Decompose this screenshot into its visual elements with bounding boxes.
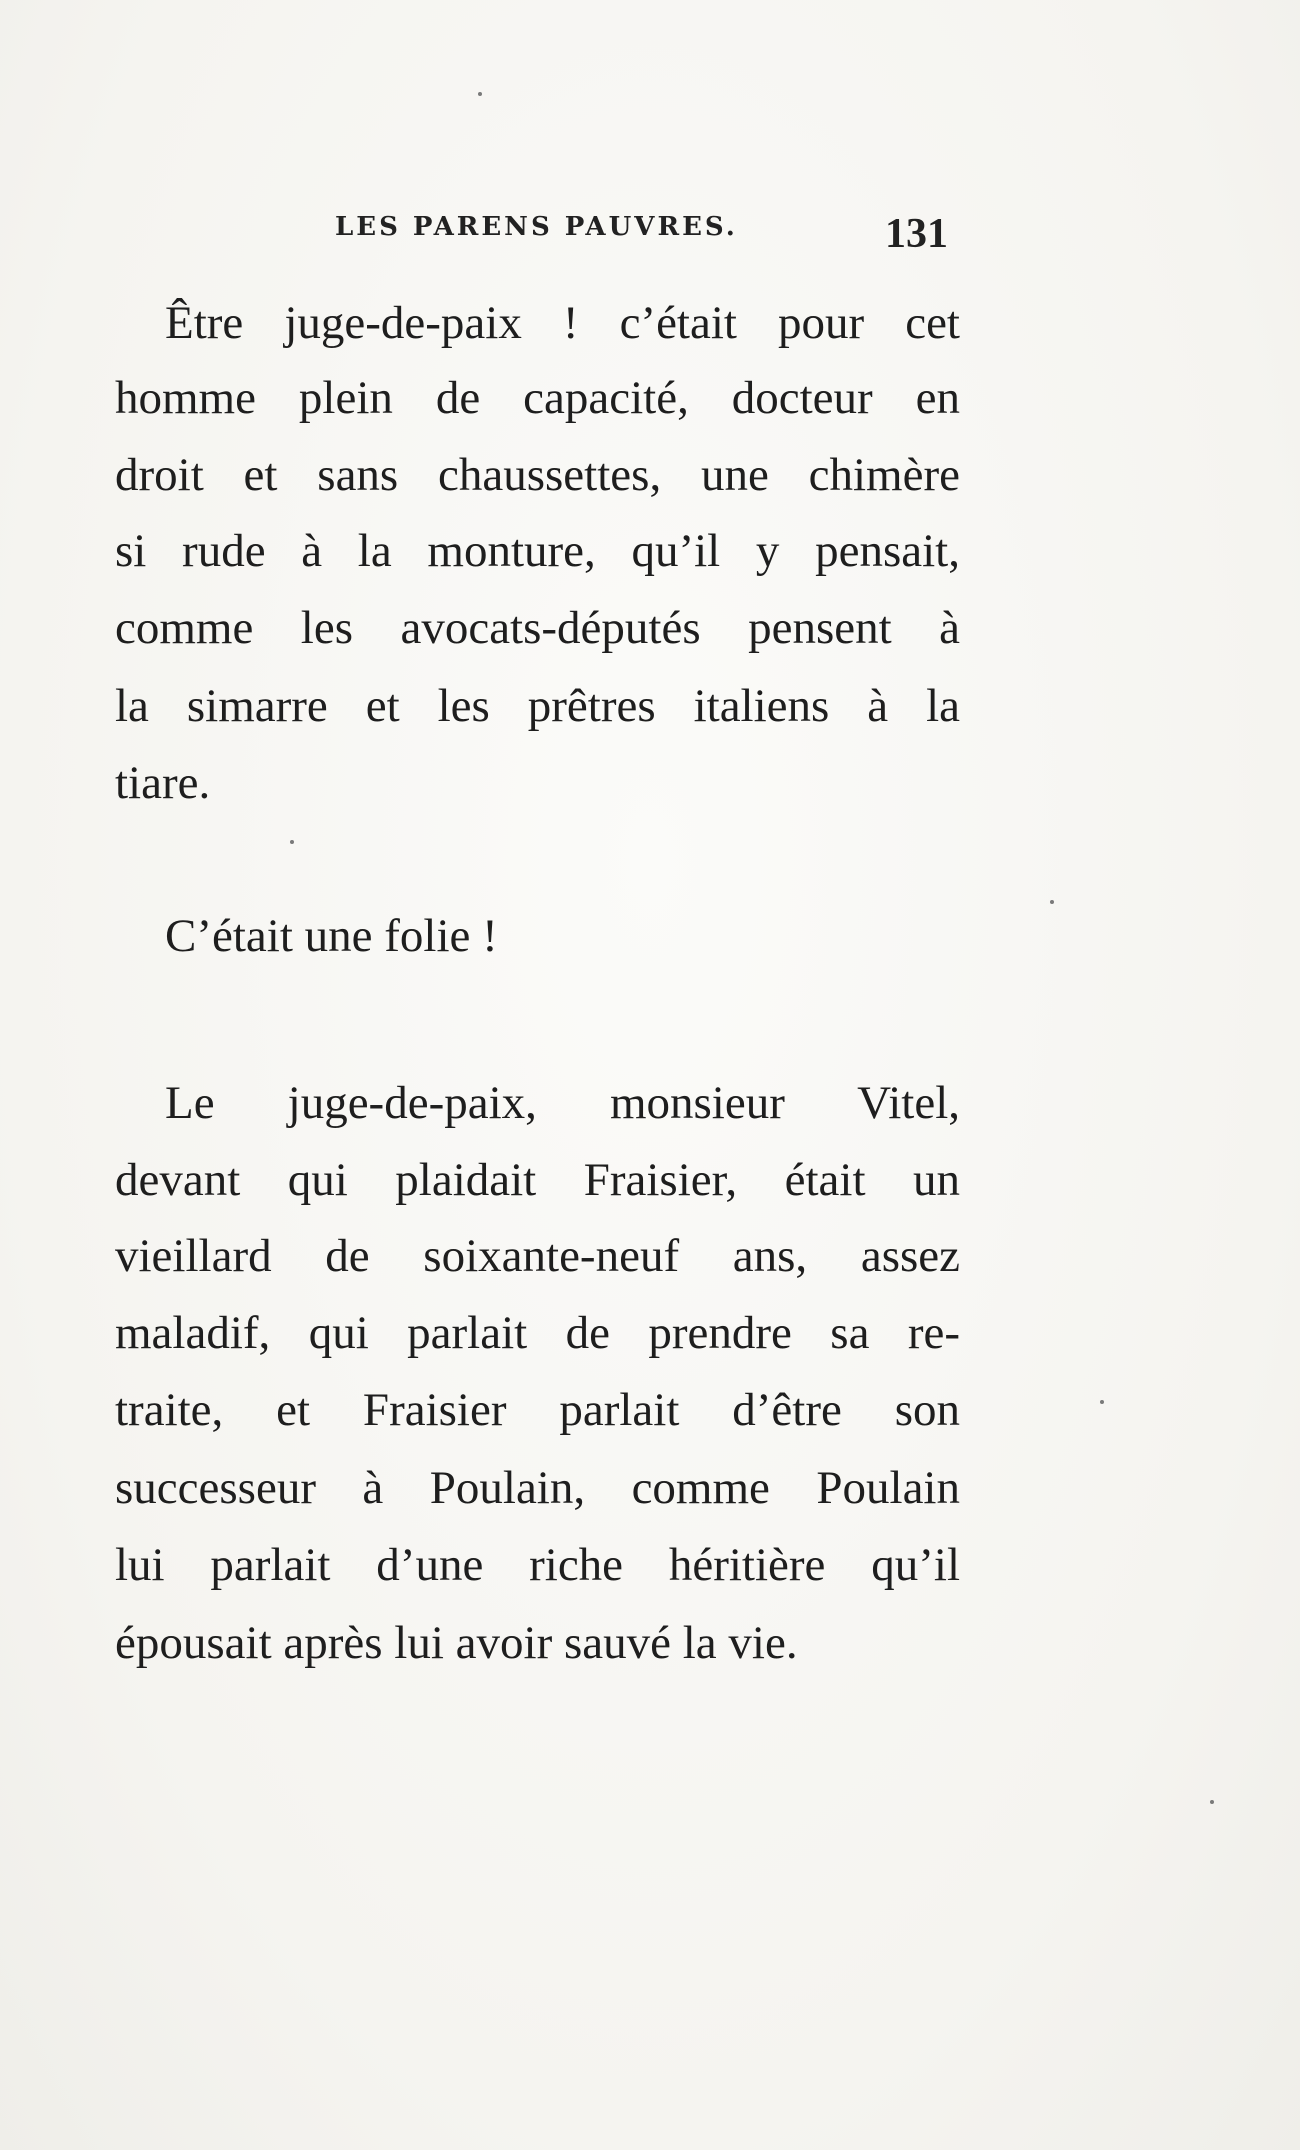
text-line: successeur à Poulain, comme Poulain [115,1462,960,1514]
text-line: épousait après lui avoir sauvé la vie. [115,1617,798,1669]
text-line: lui parlait d’une riche héritière qu’il [115,1539,960,1591]
paper-speck [478,92,482,96]
text-line: Être juge-de-paix ! c’était pour cet [165,297,960,349]
paper-speck [1210,1800,1214,1804]
text-line: la simarre et les prêtres italiens à la [115,680,960,732]
text-line: maladif, qui parlait de prendre sa re- [115,1307,960,1359]
text-line: comme les avocats-députés pensent à [115,602,960,654]
text-line: droit et sans chaussettes, une chimère [115,449,960,501]
paper-speck [1100,1400,1104,1404]
text-line: traite, et Fraisier parlait d’être son [115,1384,960,1436]
running-head: LES PARENS PAUVRES. [335,212,738,242]
text-line: si rude à la monture, qu’il y pensait, [115,525,960,577]
paper-speck [290,840,294,844]
text-line: vieillard de soixante-neuf ans, assez [115,1230,960,1282]
text-line: devant qui plaidait Fraisier, était un [115,1154,960,1206]
paper-speck [1050,900,1054,904]
text-line: homme plein de capacité, docteur en [115,372,960,424]
text-line: Le juge-de-paix, monsieur Vitel, [165,1077,960,1129]
text-line: tiare. [115,757,211,809]
page-number: 131 [885,211,948,257]
text-line: C’était une folie ! [165,910,498,962]
